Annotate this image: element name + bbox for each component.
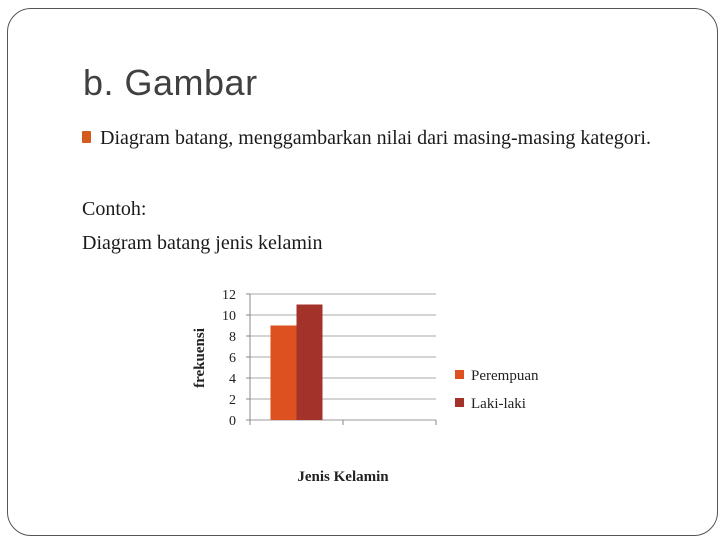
y-tick-label: 0 xyxy=(229,414,236,429)
y-tick-label: 8 xyxy=(229,330,236,345)
example-label: Contoh: xyxy=(82,198,147,220)
chart-caption: Diagram batang jenis kelamin xyxy=(82,232,323,254)
slide-title: b. Gambar xyxy=(83,62,258,103)
bar-perempuan xyxy=(271,326,297,421)
y-axis-label: frekuensi xyxy=(192,328,208,388)
chart-legend xyxy=(455,368,539,412)
legend-swatch xyxy=(455,370,464,379)
y-tick-label: 4 xyxy=(229,372,236,387)
legend-label: Laki-laki xyxy=(471,396,526,412)
bullet-text: Diagram batang, menggambarkan nilai dari masing-masing kategori. xyxy=(100,127,651,149)
y-tick-label: 10 xyxy=(222,309,236,324)
bar-laki-laki xyxy=(297,305,323,421)
legend-swatch xyxy=(455,398,464,407)
y-tick-label: 12 xyxy=(222,288,236,303)
chart-y-ticks xyxy=(222,288,236,429)
y-tick-label: 6 xyxy=(229,351,236,366)
chart-bars xyxy=(271,305,323,421)
x-axis-label: Jenis Kelamin xyxy=(297,469,389,485)
y-tick-label: 2 xyxy=(229,393,236,408)
legend-label: Perempuan xyxy=(471,368,539,384)
